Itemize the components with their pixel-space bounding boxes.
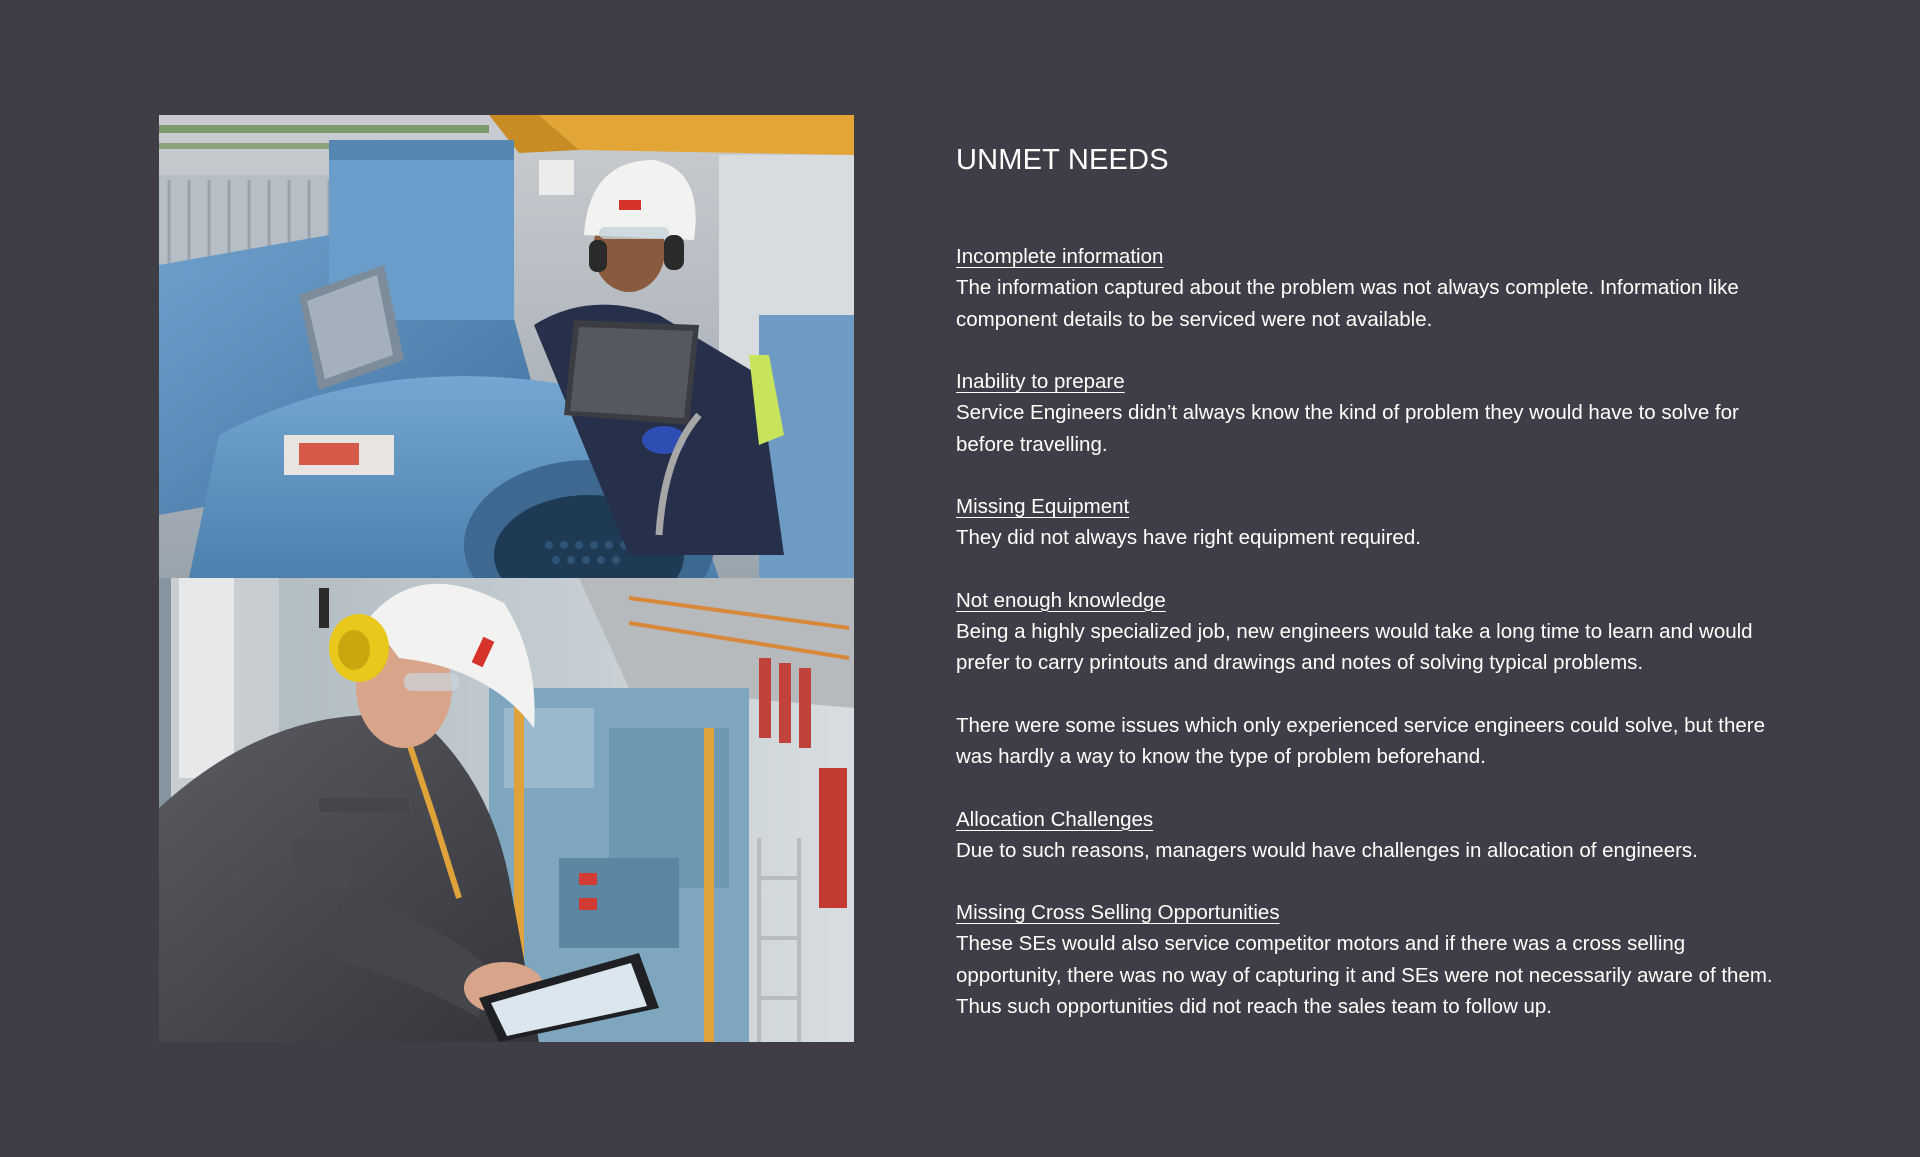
- need-description: They did not always have right equipment required.: [956, 526, 1421, 549]
- photo-engineer-laptop: [159, 115, 854, 578]
- need-title: Missing Equipment: [956, 495, 1130, 518]
- need-title: Not enough knowledge: [956, 588, 1166, 612]
- need-inability-to-prepare: [956, 366, 1776, 460]
- section-title: UNMET NEEDS: [956, 144, 1169, 176]
- need-title: Allocation Challenges: [956, 807, 1154, 831]
- need-missing-equipment: [956, 491, 1776, 554]
- need-title: Inability to prepare: [956, 370, 1125, 393]
- need-description: Service Engineers didn’t always know the kind of problem they would have to solve for before travelling.: [956, 401, 1739, 456]
- photo-engineer-tablet: [159, 578, 854, 1042]
- need-description: Being a highly specialized job, new engineers would take a long time to learn and would prefer to carry printouts and drawings and notes of solving typical problems.: [956, 619, 1753, 674]
- need-not-enough-knowledge: [956, 585, 1776, 773]
- engineer-tablet-illustration: [159, 578, 854, 1042]
- engineer-laptop-illustration: [159, 115, 854, 578]
- need-title: Incomplete information: [956, 245, 1164, 268]
- need-allocation-challenges: [956, 804, 1776, 867]
- need-missing-cross-selling: [956, 897, 1776, 1023]
- need-description: The information captured about the problem was not always complete. Information like component details to be serviced were not available.: [956, 276, 1739, 331]
- need-incomplete-information: [956, 241, 1776, 335]
- need-description: Due to such reasons, managers would have challenges in allocation of engineers.: [956, 838, 1698, 862]
- unmet-needs-panel: [956, 140, 1776, 1054]
- need-description: There were some issues which only experienced service engineers could solve, but there was hardly a way to know the type of problem beforehand.: [956, 713, 1766, 768]
- need-description: These SEs would also service competitor motors and if there was a cross selling opportunity, there was no way of capturing it and SEs were not necessarily aware of them. Thus such opportunities did not reach the sales team to follow up.: [956, 932, 1773, 1018]
- photo-collage: [159, 115, 854, 1042]
- need-title: Missing Cross Selling Opportunities: [956, 901, 1280, 924]
